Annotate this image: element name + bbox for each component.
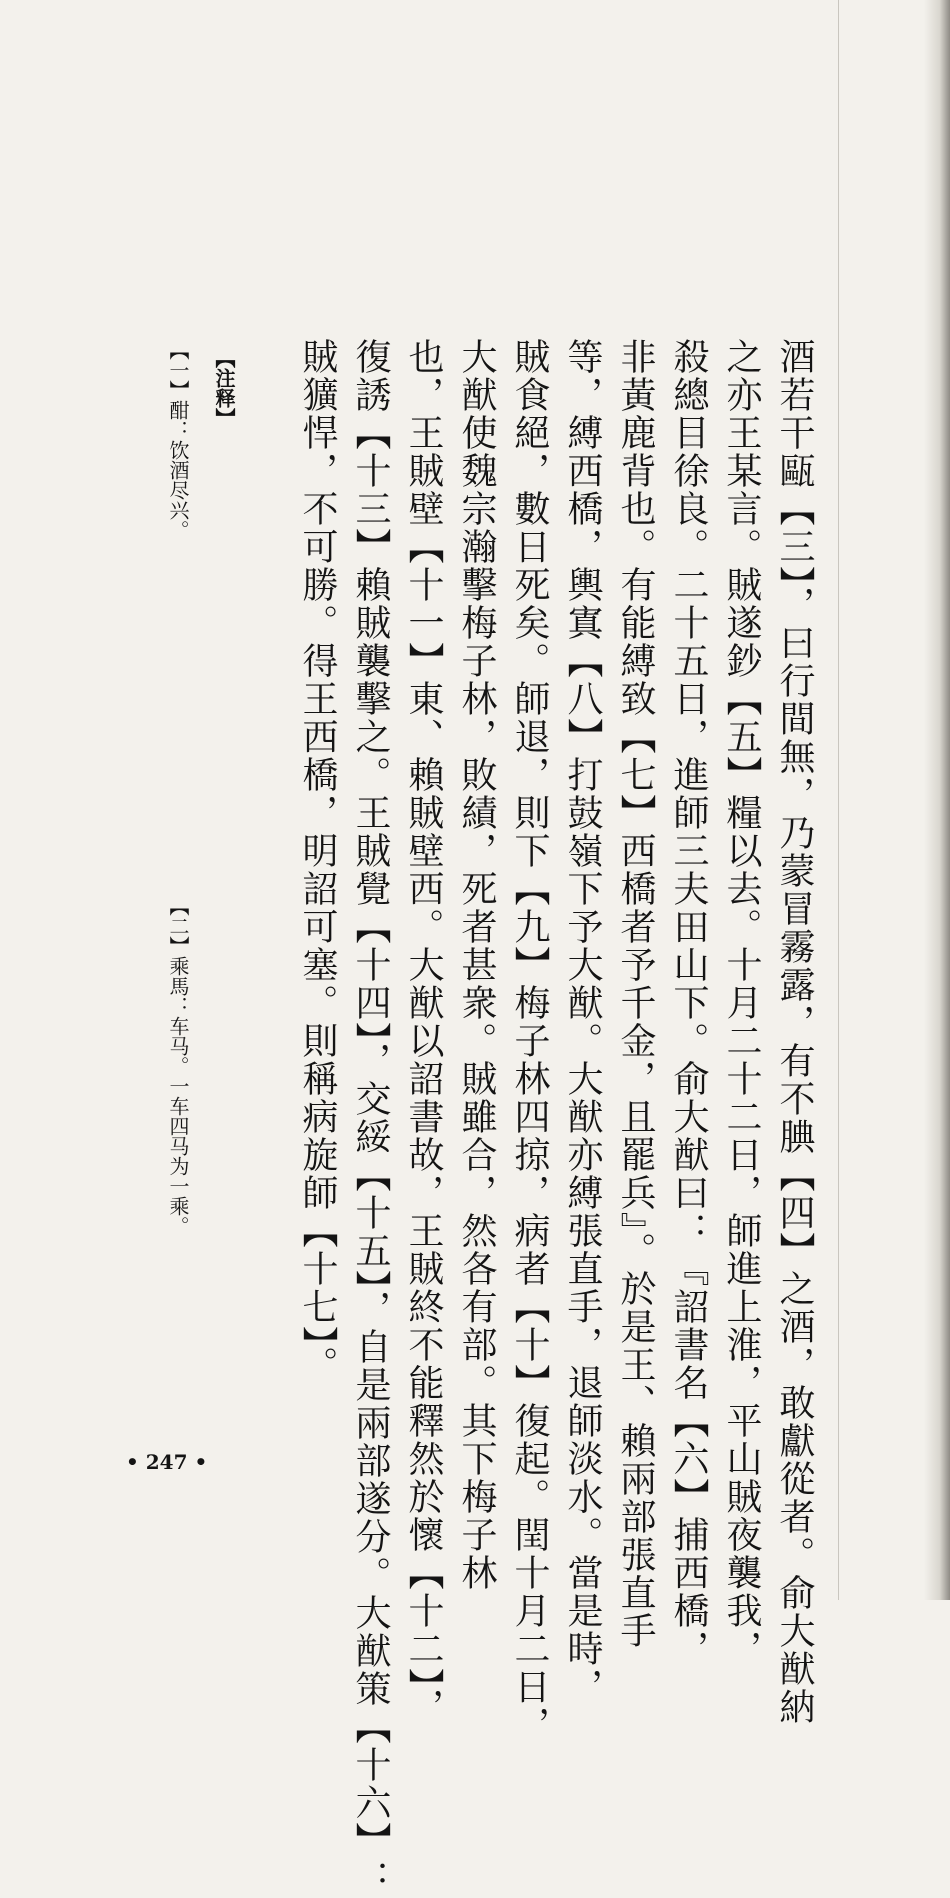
text-column-1: 酒若干甌【三】，曰行間無，乃蒙冒霧露，有不腆【四】之酒，敢獻從者。俞大猷納 [774, 338, 815, 1726]
page-edge-line [838, 0, 839, 1600]
text-column-5: 等，縛西橋，輿寘【八】打鼓嶺下予大猷。大猷亦縛張直手，退師淡水。當是時， [562, 338, 603, 1706]
text-column-2: 之亦王某言。賊遂鈔【五】糧以去。十月二十二日，師進上淮，平山賊夜襲我， [721, 338, 762, 1668]
note-1: 【一】酣：饮酒尽兴。 [166, 340, 190, 540]
note-2: 【二】乘馬：车马。一车四马为一乘。 [166, 896, 190, 1236]
text-column-10: 賊獷悍，不可勝。得王西橋，明詔可塞。則稱病旋師【十七】。 [297, 338, 338, 1384]
text-column-6: 賊食絕，數日死矣。師退，則下【九】梅子林四掠，病者【十】復起。閏十月二日， [509, 338, 550, 1744]
text-column-8: 也，王賊壁【十一】東、賴賊壁西。大猷以詔書故，王賊終不能釋然於懷【十二】， [403, 338, 444, 1726]
text-column-4: 非黃鹿背也。有能縛致【七】西橋者予千金，且罷兵』。於是王、賴兩部張直手 [615, 338, 656, 1650]
text-column-9: 復誘【十三】賴賊襲擊之。王賊覺【十四】，交綏【十五】，自是兩部遂分。大猷策【十六】： [350, 338, 391, 1898]
page-edge-shadow [924, 0, 950, 1600]
text-column-7: 大猷使魏宗瀚擊梅子林，敗績，死者甚衆。賊雖合，然各有部。其下梅子林 [456, 338, 497, 1592]
page-number: • 247 • [126, 1450, 208, 1474]
notes-heading: 【注释】 [212, 348, 236, 428]
text-column-3: 殺總目徐良。二十五日，進師三夫田山下。俞大猷曰：『詔書名【六】捕西橋， [668, 338, 709, 1668]
